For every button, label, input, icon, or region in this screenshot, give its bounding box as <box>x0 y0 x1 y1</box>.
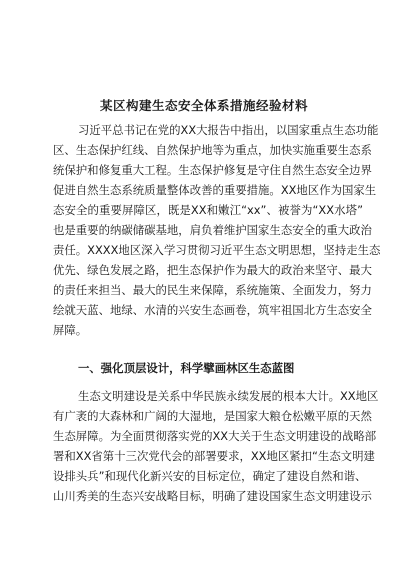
paragraph-line: 有广袤的大森林和广阔的大湿地，是国家大粮仓松嫩平原的天然 <box>53 409 372 423</box>
paragraph-line: 优先、绿色发展之路，把生态保护作为最大的政治来坚守、最大 <box>53 263 372 277</box>
section-heading: 一、强化顶层设计，科学擘画林区生态蓝图 <box>78 361 295 375</box>
paragraph-line: 屏障。 <box>53 323 88 337</box>
paragraph-line: 生态屏障。为全面贯彻落实党的XX大关于生态文明建设的战略部 <box>53 429 377 443</box>
paragraph-line: 署和XX省第十三次党代会的部署要求，XX地区紧扣“生态文明建 <box>53 449 375 463</box>
paragraph-line: 态安全的重要屏障区，既是XX和嫩江“xx”、被誉为“XX水塔” <box>53 203 363 217</box>
paragraph-line: 习近平总书记在党的XX大报告中指出，以国家重点生态功能 <box>78 123 379 137</box>
paragraph-line: 促进自然生态系统质量整体改善的重要措施。XX地区作为国家生 <box>53 183 377 197</box>
paragraph-line: 生态文明建设是关系中华民族永续发展的根本大计。XX地区 <box>78 389 379 403</box>
paragraph-line: 山川秀美的生态兴安战略目标，明确了建设国家生态文明建设示 <box>53 489 372 503</box>
paragraph-line: 也是重要的纳碳储碳基地，肩负着维护国家生态安全的重大政治 <box>53 223 372 237</box>
paragraph-line: 区、生态保护红线、自然保护地等为重点，加快实施重要生态系 <box>53 143 372 157</box>
paragraph-line: 绘就天蓝、地绿、水清的兴安生态画卷，筑牢祖国北方生态安全 <box>53 303 372 317</box>
paragraph-line: 的责任来担当、最大的民生来保障，系统施策、全面发力，努力 <box>53 283 372 297</box>
paragraph-line: 设排头兵”和现代化新兴安的目标定位，确定了建设自然和谐、 <box>53 469 367 483</box>
document-title: 某区构建生态安全体系措施经验材料 <box>99 98 308 113</box>
paragraph-line: 统保护和修复重大工程。生态保护修复是守住自然生态安全边界 <box>53 163 372 177</box>
paragraph-line: 责任。XXXX地区深入学习贯彻习近平生态文明思想，坚持走生态 <box>53 243 381 257</box>
